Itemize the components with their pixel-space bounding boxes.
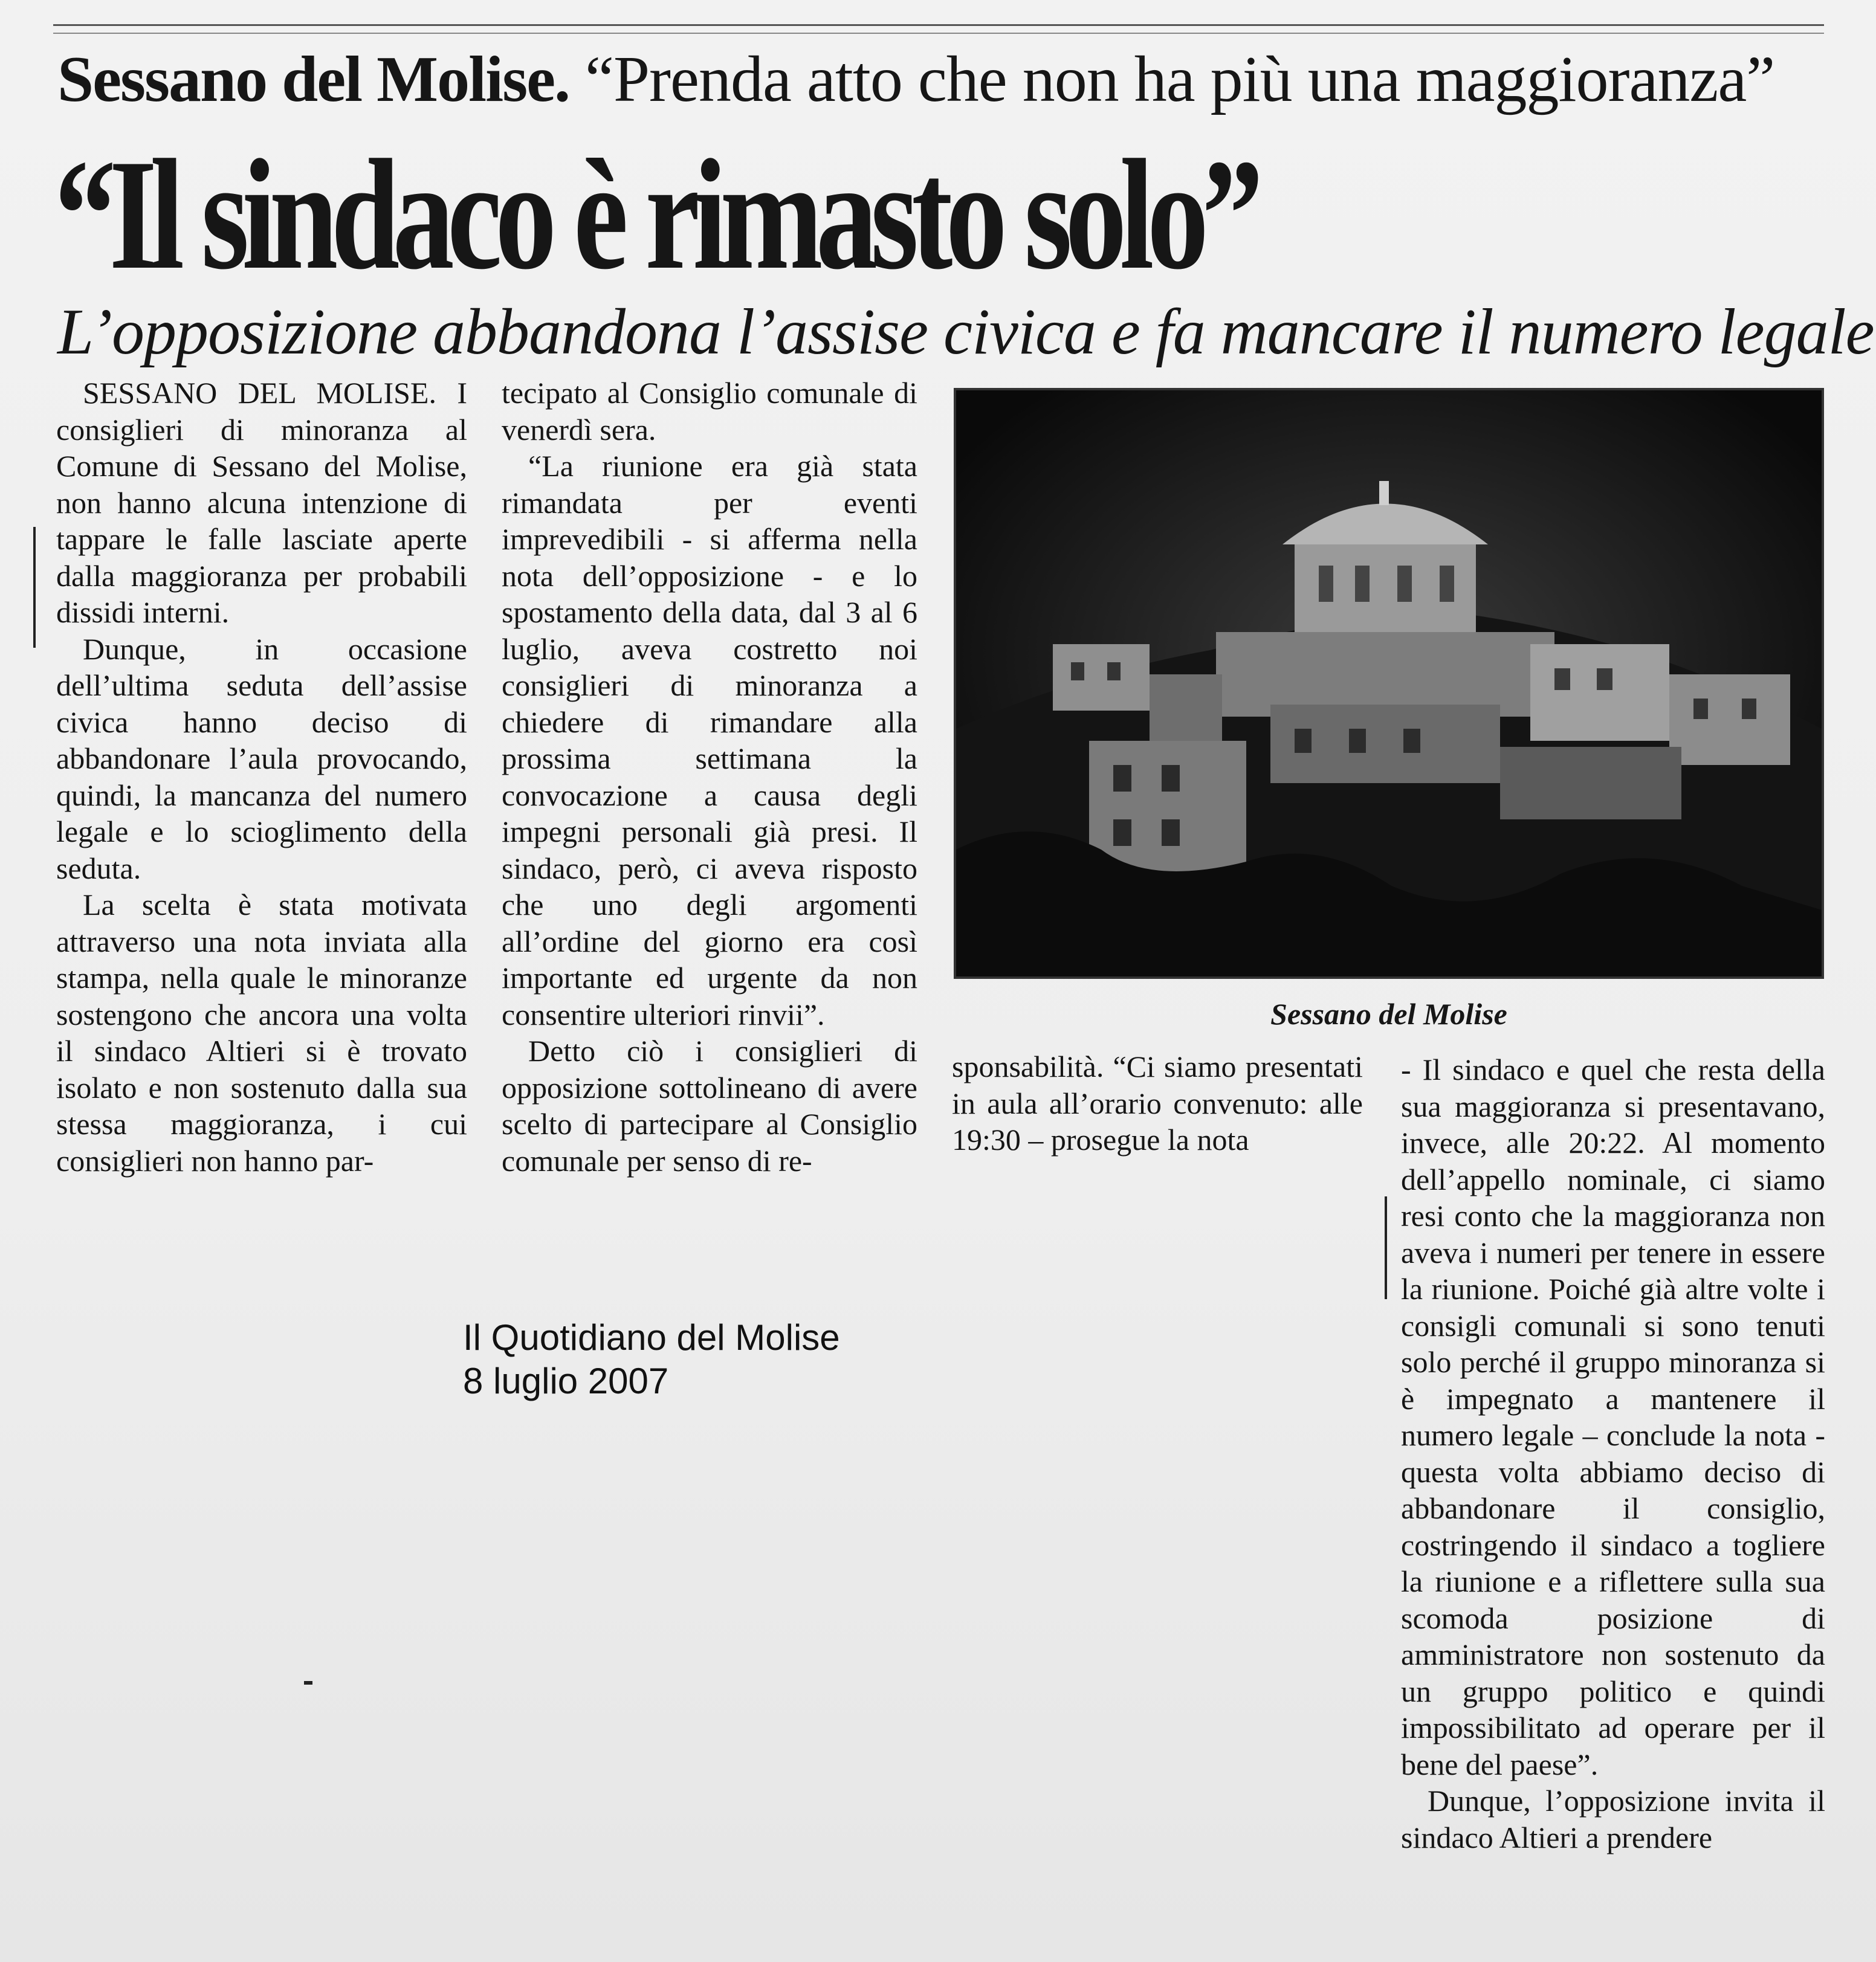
article-column-2	[502, 375, 917, 1179]
town-photo	[954, 388, 1824, 979]
paragraph: Detto ciò i consiglieri di opposizione sottolineano di avere scelto di partecipare al Consiglio comunale per senso di re-	[502, 1034, 917, 1178]
article-column-4	[1401, 1051, 1825, 1856]
dateline: SESSANO DEL MOLISE.	[83, 376, 436, 410]
margin-mark	[33, 527, 36, 648]
kicker-place: Sessano del Molise.	[57, 44, 570, 115]
paragraph: - Il sindaco e quel che resta della sua maggioranza si presentavano, invece, alle 20:22. Al momento dell’appello nominale, ci siamo resi conto che la maggioranza non aveva i numeri per tenere in essere la riunione. Poiché già altre volte i consigli comunali si sono tenuti solo perché il gruppo minoranza si è impegnato a mantenere il numero legale – conclude la nota - questa volta abbiamo deciso di abbandonare il consiglio, costringendo il sindaco a togliere la riunione e a riflettere sulla sua scomoda posizione di amministratore non sostenuto da un gruppo politico e quindi impossibilitato ad operare per il bene del paese”.	[1401, 1053, 1825, 1781]
town-photo-illustration	[956, 390, 1822, 976]
source-note	[463, 1316, 840, 1403]
paragraph: Dunque, l’opposizione invita il sindaco Altieri a prendere	[1401, 1784, 1825, 1854]
publication-name: Il Quotidiano del Molise	[463, 1317, 840, 1358]
paragraph-text: I consiglieri di minoranza al Comune di Sessano del Molise, non hanno alcuna intenzione di tappare le falle lasciate aperte dalla maggioranza per probabili dissidi interni.	[56, 376, 467, 629]
subheadline: L’opposizione abbandona l’assise civica e fa mancare il numero legale	[57, 296, 1874, 368]
kicker-quote: “Prenda atto che non ha più una maggioranza”	[585, 44, 1775, 115]
article-column-3	[952, 1048, 1363, 1158]
kicker	[57, 37, 1871, 122]
ink-speck	[304, 1681, 312, 1685]
headline: “Il sindaco è rimasto solo”	[54, 127, 1257, 302]
paragraph	[56, 375, 467, 631]
paragraph: Dunque, in occasione dell’ultima seduta dell’assise civica hanno deciso di abbandonare l’aula provocando, quindi, la mancanza del numero legale e lo scioglimento della seduta.	[56, 631, 467, 885]
paragraph: “La riunione era già stata rimandata per eventi imprevedibili - si afferma nella nota dell’opposizione - e lo spostamento della data, dal 3 al 6 luglio, aveva costretto noi consiglieri di minoranza a chiedere di rimandare alla prossima settimana la convocazione a causa degli impegni personali già presi. Il sindaco, però, ci aveva risposto che uno degli argomenti all’ordine del giorno era così importante ed urgente da non consentire ulteriori rinvii”.	[502, 449, 917, 1031]
top-rule	[53, 24, 1824, 26]
paragraph: La scelta è stata motivata attraverso una nota inviata alla stampa, nella quale le minoranze sostengono che ancora una volta il sindaco Altieri si è trovato isolato e non sostenuto dalla sua stessa maggioranza, i cui consiglieri non hanno par-	[56, 888, 467, 1178]
article-column-1	[56, 375, 467, 1179]
publication-date: 8 luglio 2007	[463, 1361, 669, 1401]
top-rule-thin	[53, 33, 1824, 34]
margin-mark	[1385, 1196, 1387, 1299]
paragraph: sponsabilità. “Ci siamo presentati in aula all’orario convenuto: alle 19:30 – prosegue la nota	[952, 1050, 1363, 1157]
photo-caption: Sessano del Molise	[1270, 997, 1507, 1031]
paragraph: tecipato al Consiglio comunale di venerdì sera.	[502, 376, 917, 447]
